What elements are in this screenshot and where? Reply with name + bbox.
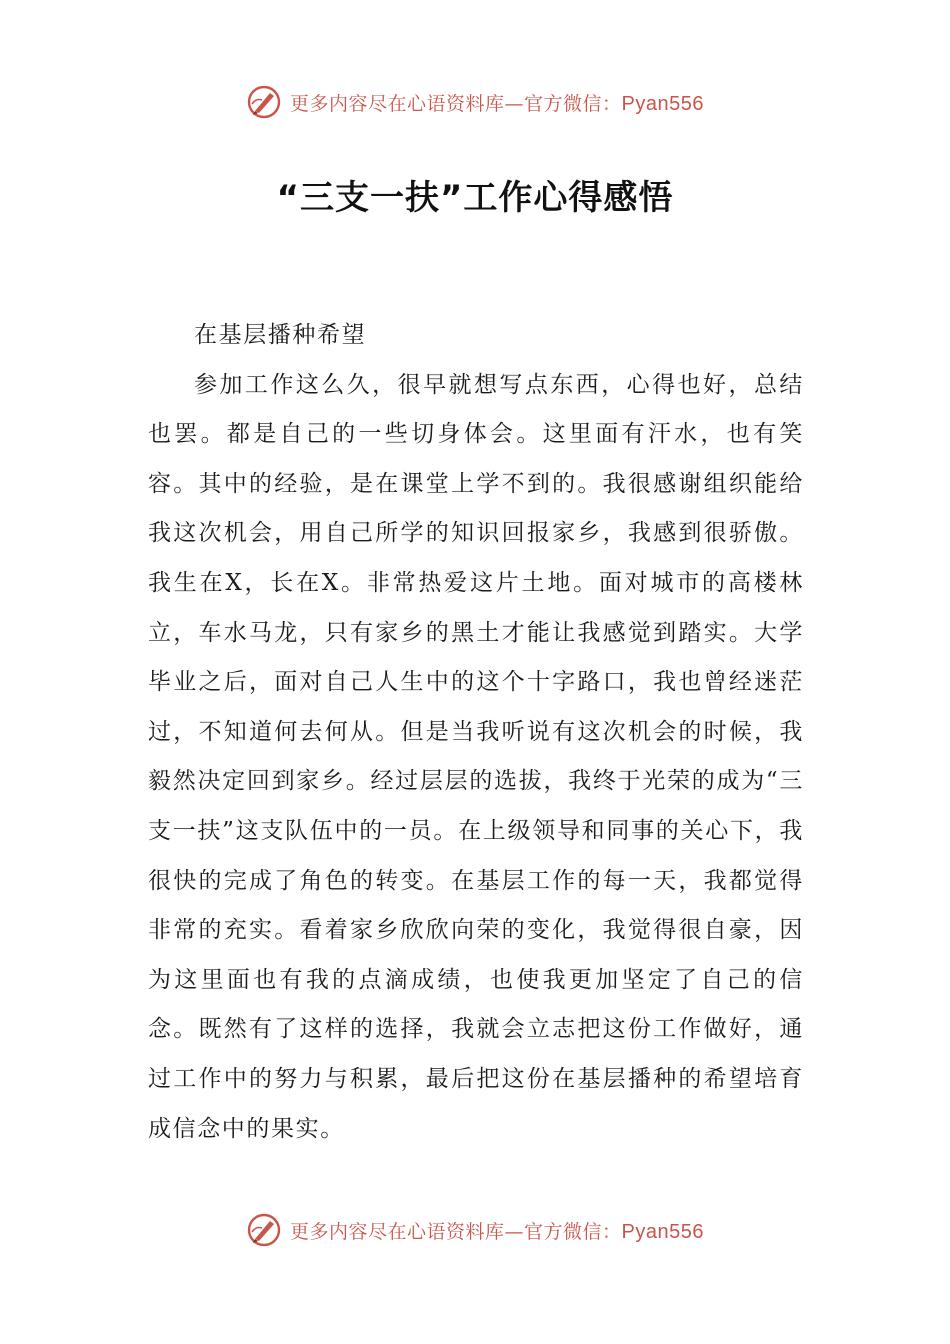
body-paragraph: 参加工作这么久，很早就想写点东西，心得也好，总结也罢。都是自己的一些切身体会。这里面有汗水，也有笑容。其中的经验，是在课堂上学不到的。我很感谢组织能给我这次机会，用自己所学的知识回报家乡，我感到很骄傲。我生在X，长在X。非常热爱这片土地。面对城市的高楼林立，车水马龙，只有家乡的黑土才能让我感觉到踏实。大学毕业之后，面对自己人生中的这个十字路口，我也曾经迷茫过，不知道何去何从。但是当我听说有这次机会的时候，我毅然决定回到家乡。经过层层的选拔，我终于光荣的成为“三支一扶”这支队伍中的一员。在上级领导和同事的关心下，我很快的完成了角色的转变。在基层工作的每一天，我都觉得非常的充实。看着家乡欣欣向荣的变化，我觉得很自豪，因为这里面也有我的点滴成绩，也使我更加坚定了自己的信念。既然有了这样的选择，我就会立志把这份工作做好，通过工作中的努力与积累，最后把这份在基层播种的希望培育成信念中的果实。 xyxy=(148,371,804,1142)
quill-pen-logo-icon xyxy=(246,1212,282,1248)
footer-wechat-id: Pyan556 xyxy=(621,1220,704,1243)
header-wechat-id: Pyan556 xyxy=(621,92,704,115)
document-body xyxy=(148,311,804,1154)
footer-watermark-banner xyxy=(0,1208,950,1252)
header-watermark-text: 更多内容尽在心语资料库—官方微信：Pyan556 xyxy=(290,92,704,115)
footer-watermark-text: 更多内容尽在心语资料库—官方微信：Pyan556 xyxy=(290,1220,704,1243)
document-title: “三支一扶”工作心得感悟 xyxy=(276,178,674,218)
document-subtitle: 在基层播种希望 xyxy=(194,322,367,348)
header-watermark-banner xyxy=(0,80,950,124)
quill-pen-logo-icon xyxy=(246,84,282,120)
